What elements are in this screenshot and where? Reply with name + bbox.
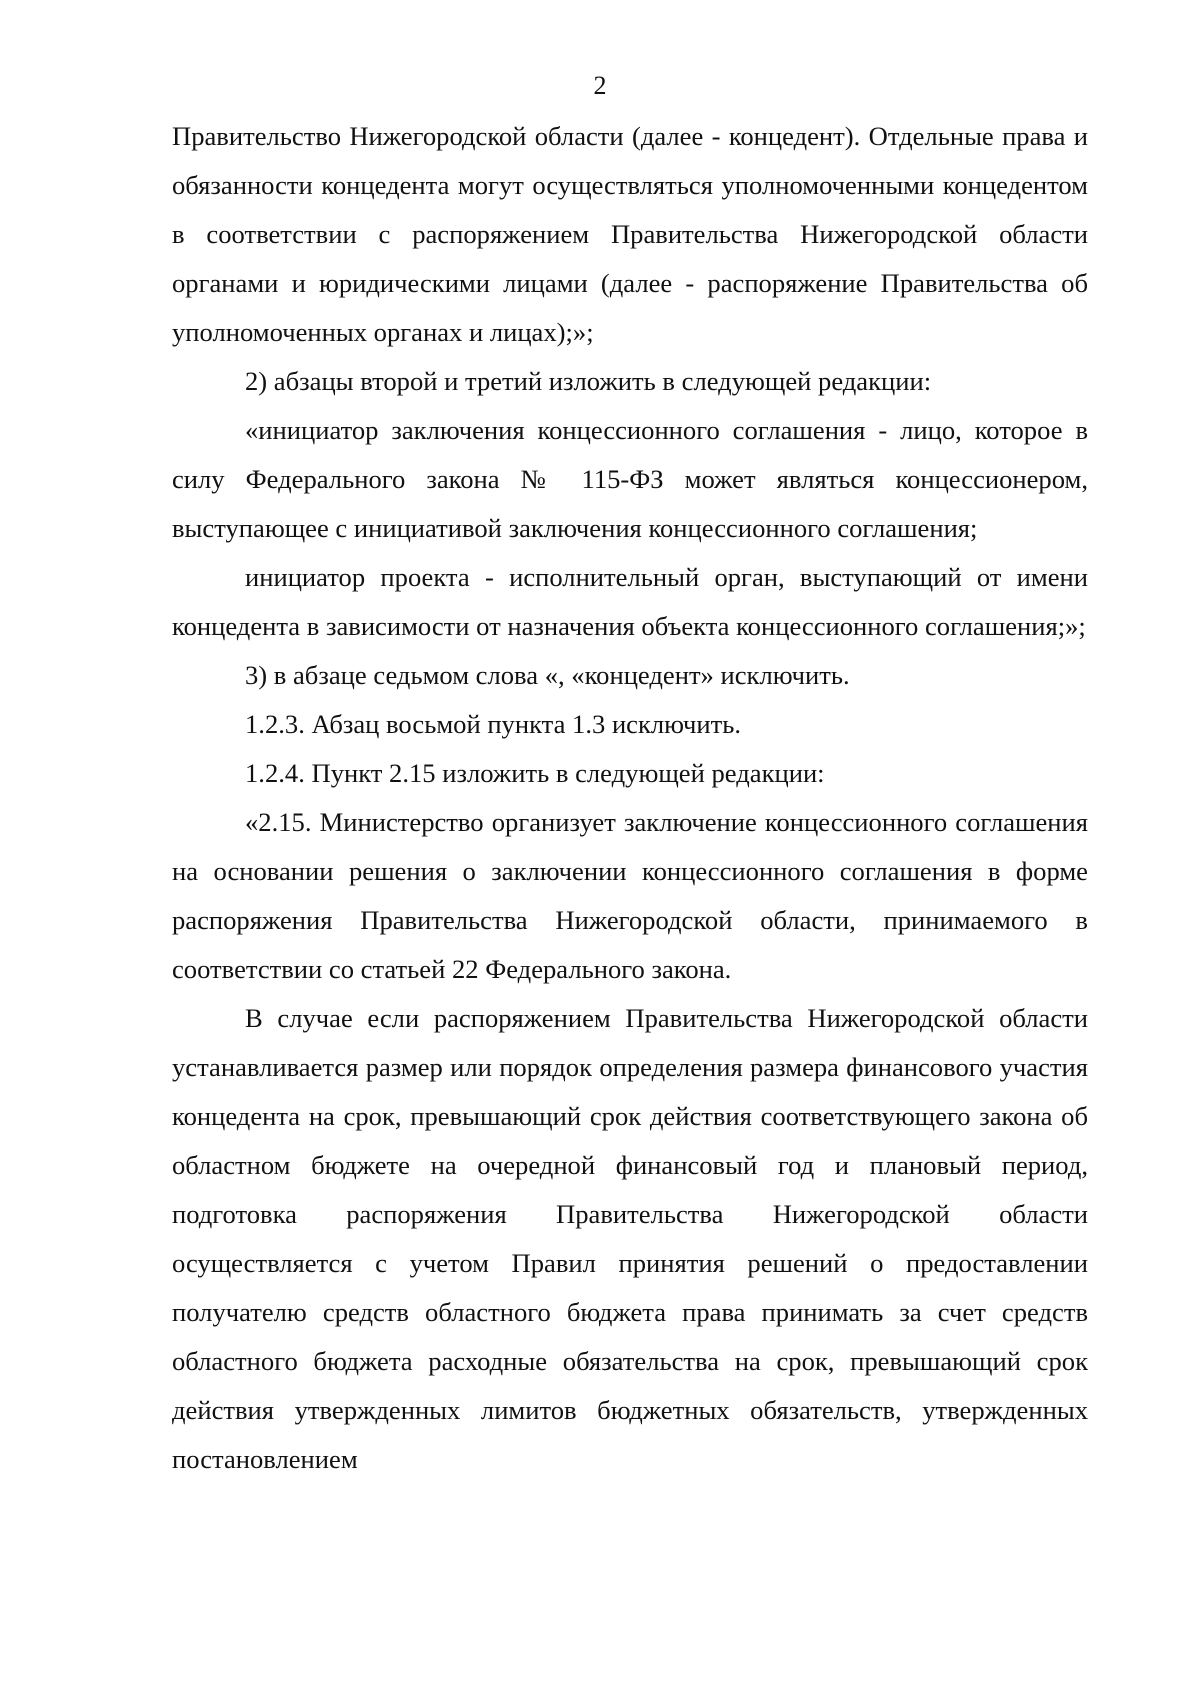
paragraph: Правительство Нижегородской области (далее - концедент). Отдельные права и обязанности концедента могут осуществляться уполномоченными концедентом в соответствии с распоряжением Правительства Нижегородской области органами и юридическими лицами (далее - распоряжение Правительства об уполномоченных органах и лицах);»; bbox=[172, 121, 1088, 347]
paragraph: 1.2.4. Пункт 2.15 изложить в следующей редакции: bbox=[245, 758, 825, 788]
paragraph: 3) в абзаце седьмом слова «, «концедент» исключить. bbox=[245, 660, 850, 690]
paragraph: 2) абзацы второй и третий изложить в следующей редакции: bbox=[245, 366, 932, 396]
paragraph: 1.2.3. Абзац восьмой пункта 1.3 исключить. bbox=[245, 709, 742, 739]
paragraph: «2.15. Министерство организует заключение концессионного соглашения на основании решения о заключении концессионного соглашения в форме распоряжения Правительства Нижегородской области, принимаемого в соответствии со статьей 22 Федерального закона. bbox=[172, 807, 1088, 984]
paragraph: «инициатор заключения концессионного соглашения - лицо, которое в силу Федерального закона № 115-ФЗ может являться концессионером, выступающее с инициативой заключения концессионного соглашения; bbox=[172, 415, 1088, 543]
page-number: 2 bbox=[593, 71, 607, 100]
paragraph: В случае если распоряжением Правительства Нижегородской области устанавливается размер или порядок определения размера финансового участия концедента на срок, превышающий срок действия соответствующего закона об областном бюджете на очередной финансовый год и плановый период, подготовка распоряжения Правительства Нижегородской области осуществляется с учетом Правил принятия решений о предоставлении получателю средств областного бюджета права принимать за счет средств областного бюджета расходные обязательства на срок, превышающий срок действия утвержденных лимитов бюджетных обязательств, утвержденных постановлением bbox=[172, 1003, 1088, 1474]
paragraph: инициатор проекта - исполнительный орган, выступающий от имени концедента в зависимости от назначения объекта концессионного соглашения;»; bbox=[172, 562, 1088, 641]
document-body bbox=[172, 112, 1088, 1484]
